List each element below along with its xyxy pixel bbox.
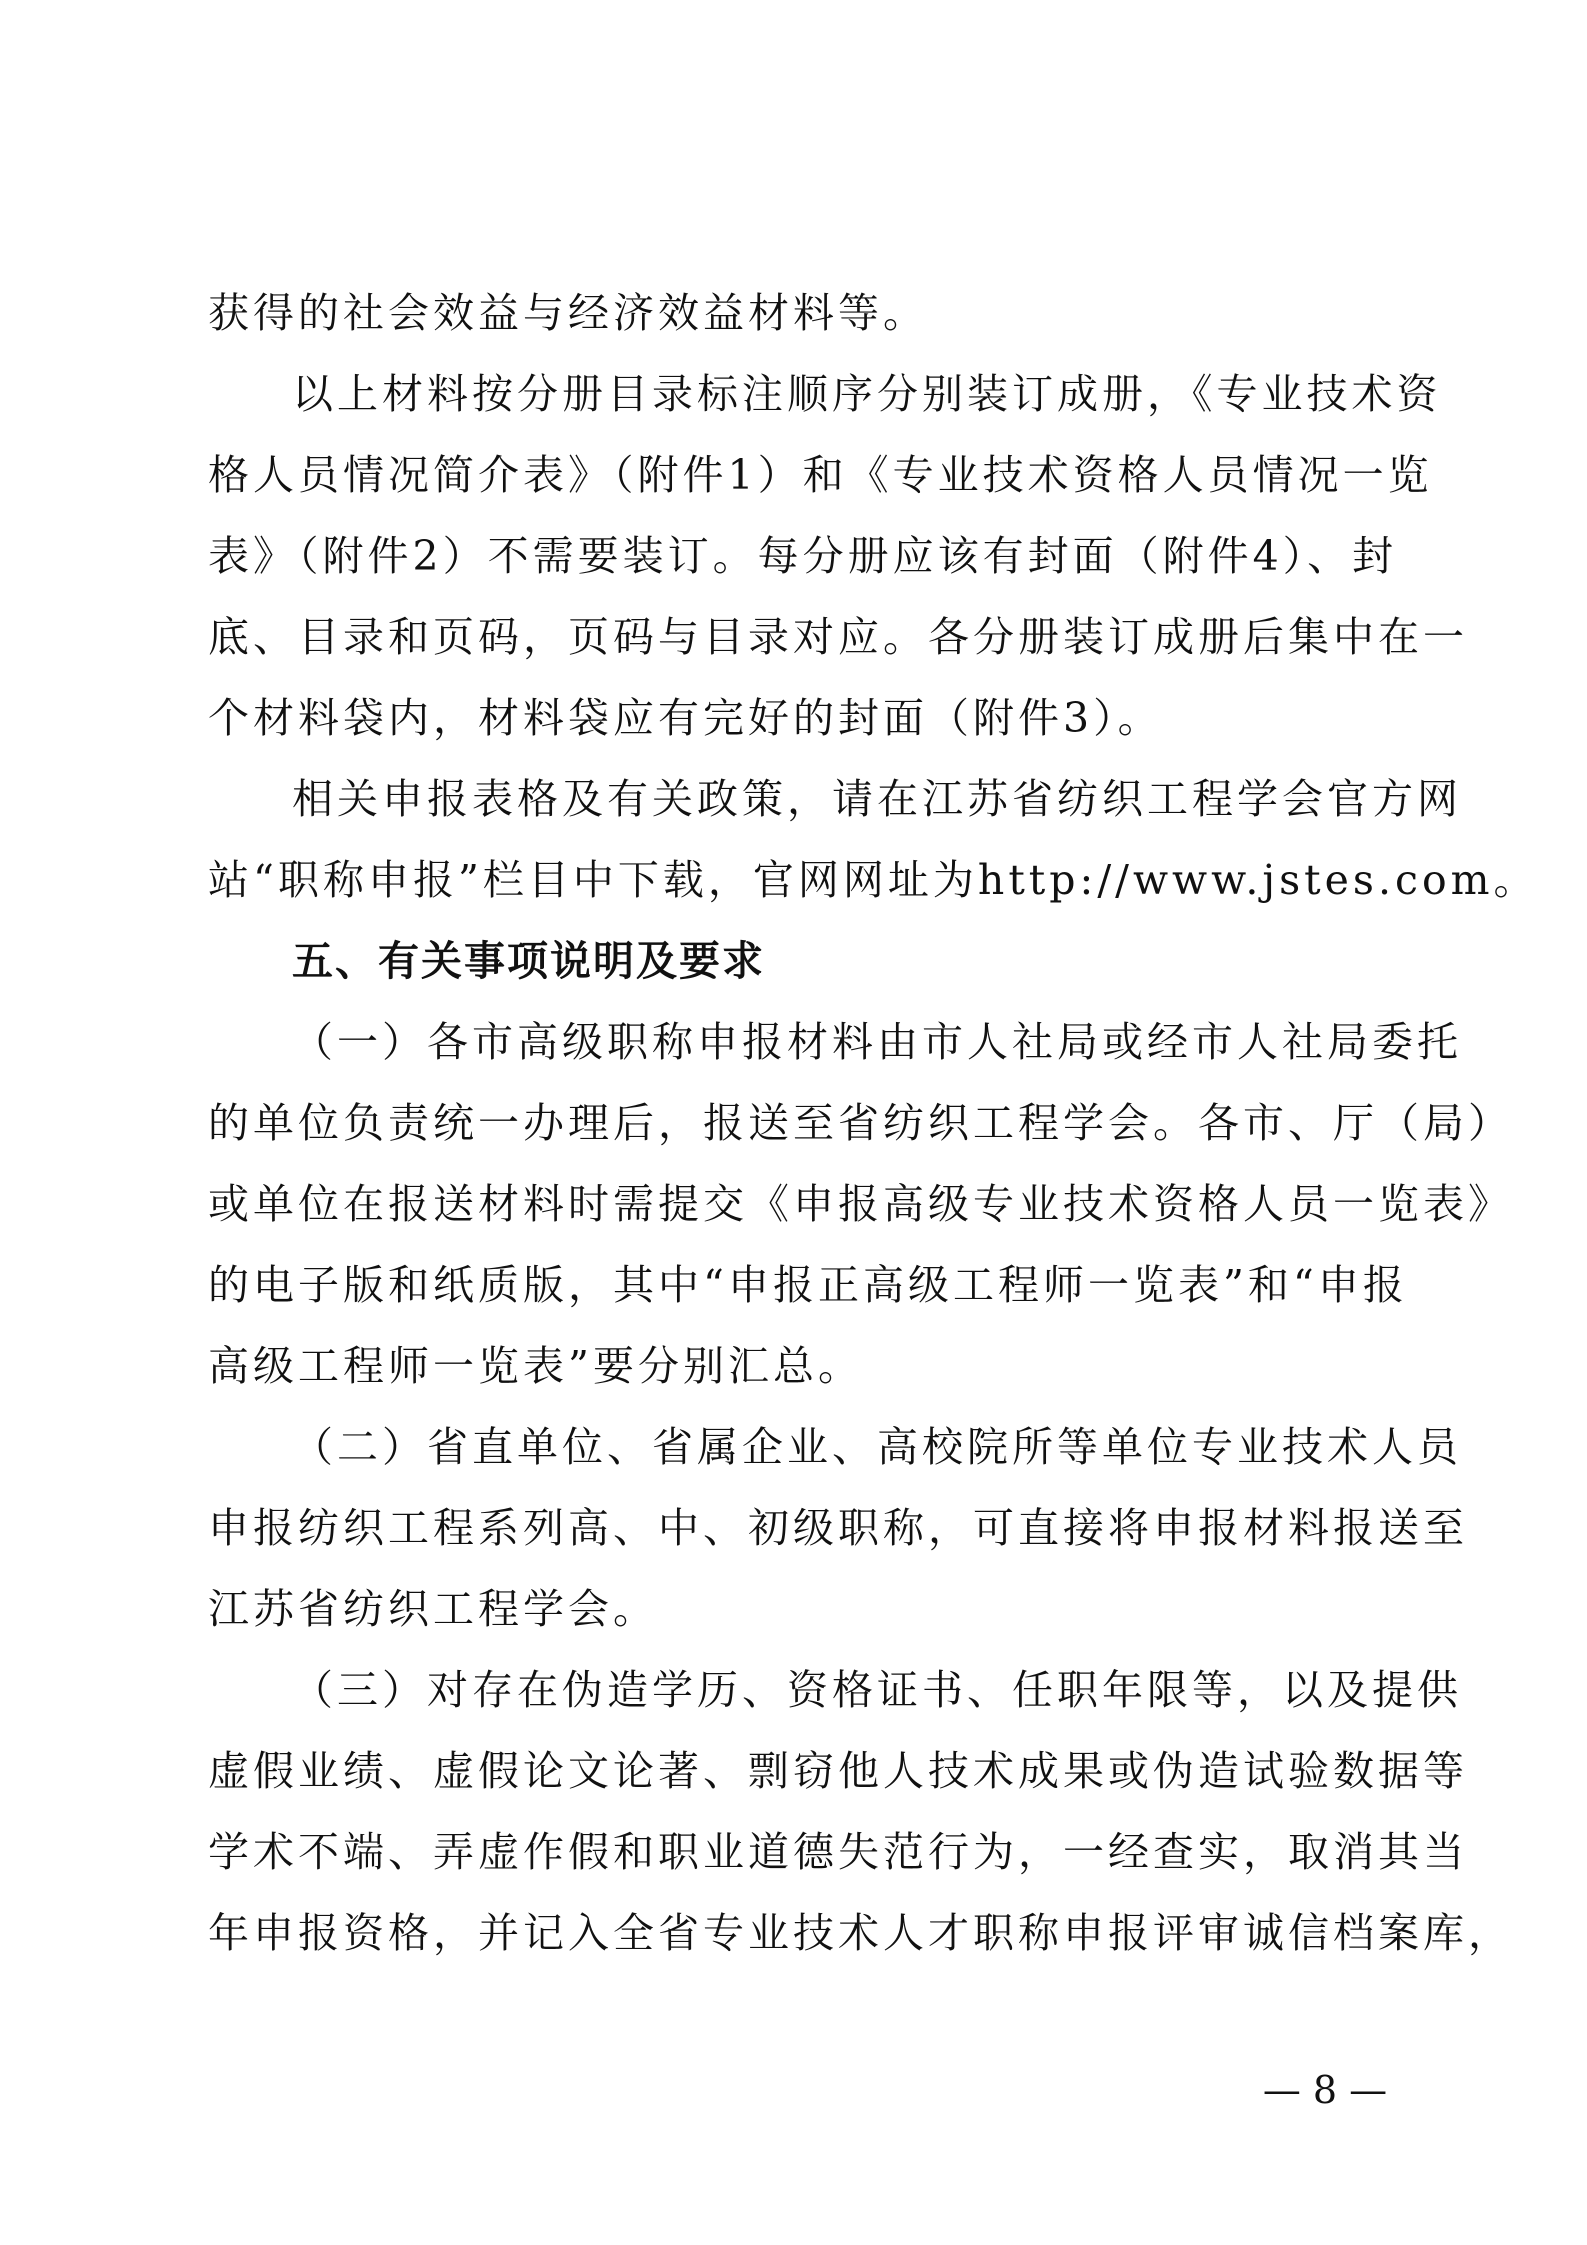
body-text-line: 站“职称申报”栏目中下载，官网网址为http://www.jstes.com。 (208, 856, 1539, 904)
paragraph-first-line: （一）各市高级职称申报材料由市人社局或经市人社局委托 (292, 1018, 1462, 1066)
body-text-line: 个材料袋内，材料袋应有完好的封面（附件3）。 (208, 694, 1163, 742)
paragraph-first-line: （二）省直单位、省属企业、高校院所等单位专业技术人员 (292, 1423, 1462, 1471)
body-text-line: 或单位在报送材料时需提交《申报高级专业技术资格人员一览表》 (208, 1180, 1513, 1228)
paragraph-first-line: （三）对存在伪造学历、资格证书、任职年限等，以及提供 (292, 1666, 1462, 1714)
body-text-line: 获得的社会效益与经济效益材料等。 (208, 289, 928, 337)
body-text-line: 高级工程师一览表”要分别汇总。 (208, 1342, 863, 1390)
paragraph-first-line: 以上材料按分册目录标注顺序分别装订成册，《专业技术资 (292, 370, 1442, 418)
body-text-line: 底、目录和页码，页码与目录对应。各分册装订成册后集中在一 (208, 613, 1468, 661)
body-text-line: 年申报资格，并记入全省专业技术人才职称申报评审诚信档案库， (208, 1909, 1513, 1957)
section-heading: 五、有关事项说明及要求 (292, 937, 765, 985)
body-text-line: 表》（附件2）不需要装订。每分册应该有封面（附件4）、封 (208, 532, 1398, 580)
body-text-line: 申报纺织工程系列高、中、初级职称，可直接将申报材料报送至 (208, 1504, 1468, 1552)
body-text-line: 江苏省纺织工程学会。 (208, 1585, 658, 1633)
page-number: — 8 — (1262, 2068, 1388, 2112)
body-text-line: 格人员情况简介表》（附件1）和《专业技术资格人员情况一览 (208, 451, 1433, 499)
body-text-line: 的电子版和纸质版，其中“申报正高级工程师一览表”和“申报 (208, 1261, 1408, 1309)
body-text-line: 虚假业绩、虚假论文论著、剽窃他人技术成果或伪造试验数据等 (208, 1747, 1468, 1795)
body-text-line: 学术不端、弄虚作假和职业道德失范行为，一经查实，取消其当 (208, 1828, 1468, 1876)
paragraph-first-line: 相关申报表格及有关政策，请在江苏省纺织工程学会官方网 (292, 775, 1462, 823)
body-text-line: 的单位负责统一办理后，报送至省纺织工程学会。各市、厅（局） (208, 1099, 1513, 1147)
